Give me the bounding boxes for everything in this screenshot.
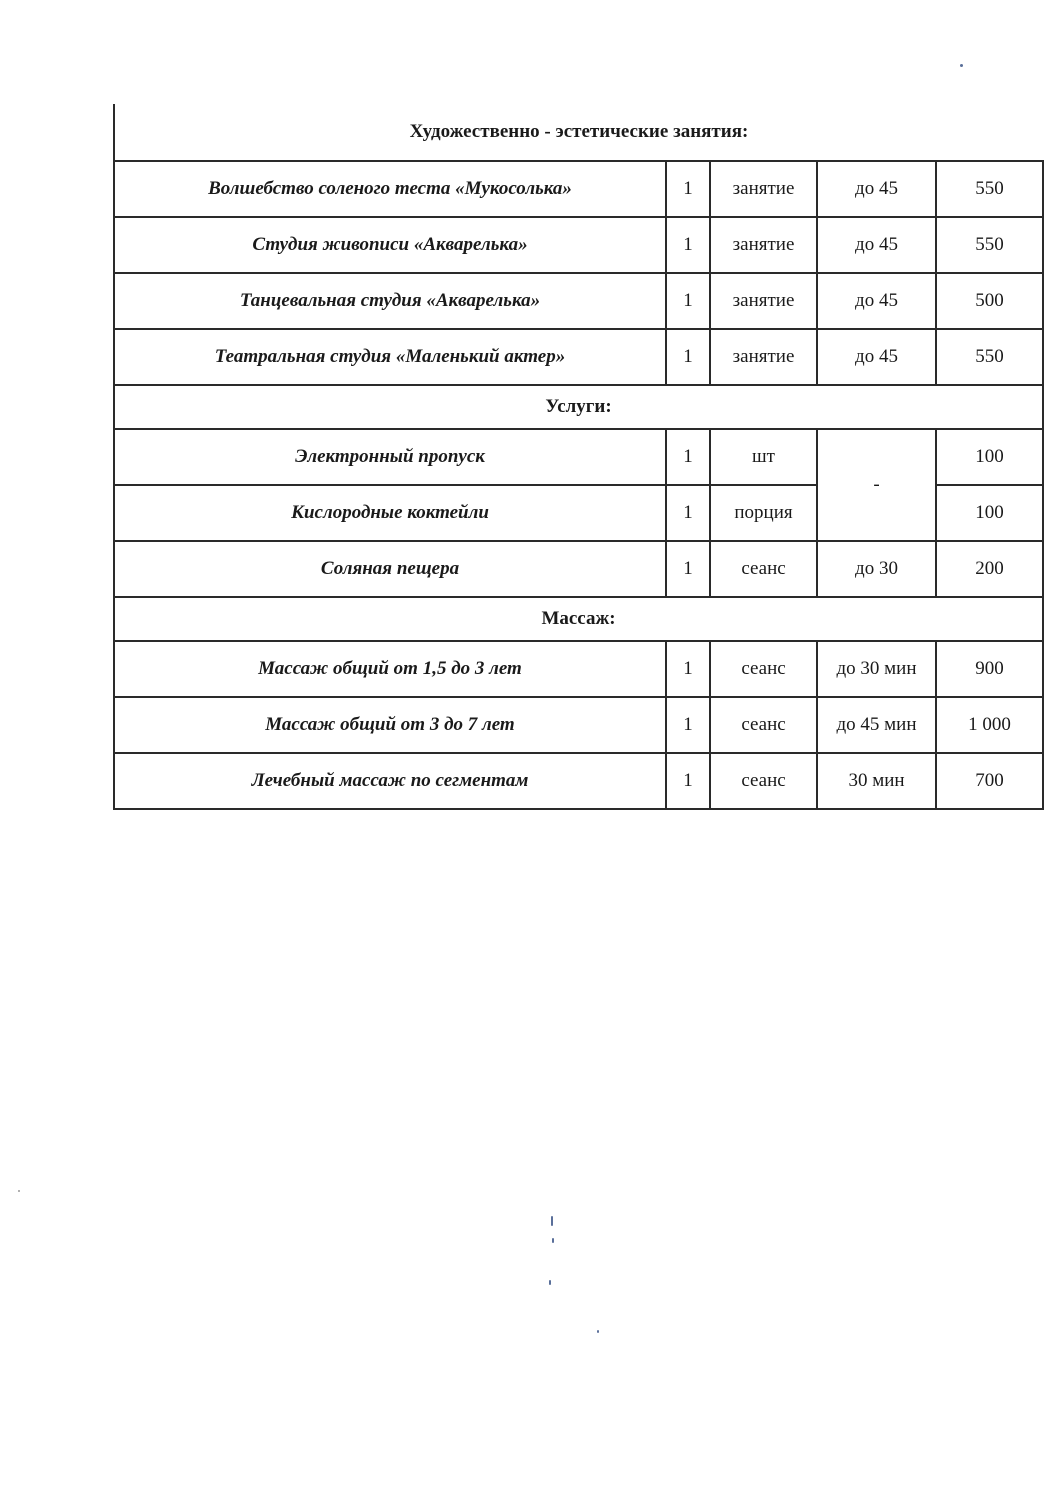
unit-cell: порция	[710, 485, 817, 541]
service-name: Танцевальная студия «Акварелька»	[114, 273, 666, 329]
table-row	[114, 217, 1043, 273]
scan-speck	[552, 1238, 554, 1243]
table-row	[114, 329, 1043, 385]
duration-cell: -	[817, 429, 936, 541]
table-row	[114, 541, 1043, 597]
quantity-cell: 1	[666, 429, 710, 485]
price-cell: 550	[936, 329, 1043, 385]
price-cell: 200	[936, 541, 1043, 597]
table-row	[114, 273, 1043, 329]
table-row	[114, 697, 1043, 753]
duration-cell: до 30	[817, 541, 936, 597]
quantity-cell: 1	[666, 485, 710, 541]
service-name: Массаж общий от 3 до 7 лет	[114, 697, 666, 753]
unit-cell: сеанс	[710, 697, 817, 753]
price-table	[113, 104, 1044, 810]
table-row	[114, 429, 1043, 485]
service-name: Театральная студия «Маленький актер»	[114, 329, 666, 385]
scan-speck	[18, 1190, 20, 1192]
service-name: Кислородные коктейли	[114, 485, 666, 541]
price-cell: 700	[936, 753, 1043, 809]
unit-cell: занятие	[710, 273, 817, 329]
quantity-cell: 1	[666, 753, 710, 809]
quantity-cell: 1	[666, 217, 710, 273]
service-name: Лечебный массаж по сегментам	[114, 753, 666, 809]
quantity-cell: 1	[666, 329, 710, 385]
unit-cell: сеанс	[710, 541, 817, 597]
table-row	[114, 753, 1043, 809]
scan-speck	[597, 1330, 599, 1333]
service-name: Электронный пропуск	[114, 429, 666, 485]
duration-cell: до 45	[817, 273, 936, 329]
unit-cell: занятие	[710, 217, 817, 273]
unit-cell: шт	[710, 429, 817, 485]
duration-cell: до 45	[817, 217, 936, 273]
section-header-row	[114, 104, 1043, 161]
duration-cell: 30 мин	[817, 753, 936, 809]
service-name: Соляная пещера	[114, 541, 666, 597]
table-row	[114, 161, 1043, 217]
quantity-cell: 1	[666, 541, 710, 597]
quantity-cell: 1	[666, 697, 710, 753]
section-title: Массаж:	[114, 597, 1043, 641]
duration-cell: до 45	[817, 329, 936, 385]
scan-speck	[551, 1216, 553, 1226]
duration-cell: до 45 мин	[817, 697, 936, 753]
service-name: Студия живописи «Акварелька»	[114, 217, 666, 273]
section-header-row	[114, 385, 1043, 429]
scan-speck	[549, 1280, 551, 1285]
price-cell: 900	[936, 641, 1043, 697]
quantity-cell: 1	[666, 273, 710, 329]
section-header-row	[114, 597, 1043, 641]
duration-cell: до 45	[817, 161, 936, 217]
price-cell: 500	[936, 273, 1043, 329]
unit-cell: сеанс	[710, 641, 817, 697]
price-cell: 550	[936, 217, 1043, 273]
unit-cell: занятие	[710, 329, 817, 385]
quantity-cell: 1	[666, 161, 710, 217]
section-title: Услуги:	[114, 385, 1043, 429]
table-row	[114, 641, 1043, 697]
price-cell: 100	[936, 429, 1043, 485]
quantity-cell: 1	[666, 641, 710, 697]
price-list-page	[113, 104, 1042, 810]
price-cell: 1 000	[936, 697, 1043, 753]
scan-speck	[960, 64, 963, 67]
section-title: Художественно - эстетические занятия:	[114, 104, 1043, 161]
duration-cell: до 30 мин	[817, 641, 936, 697]
unit-cell: сеанс	[710, 753, 817, 809]
service-name: Массаж общий от 1,5 до 3 лет	[114, 641, 666, 697]
unit-cell: занятие	[710, 161, 817, 217]
service-name: Волшебство соленого теста «Мукосолька»	[114, 161, 666, 217]
price-cell: 550	[936, 161, 1043, 217]
price-cell: 100	[936, 485, 1043, 541]
